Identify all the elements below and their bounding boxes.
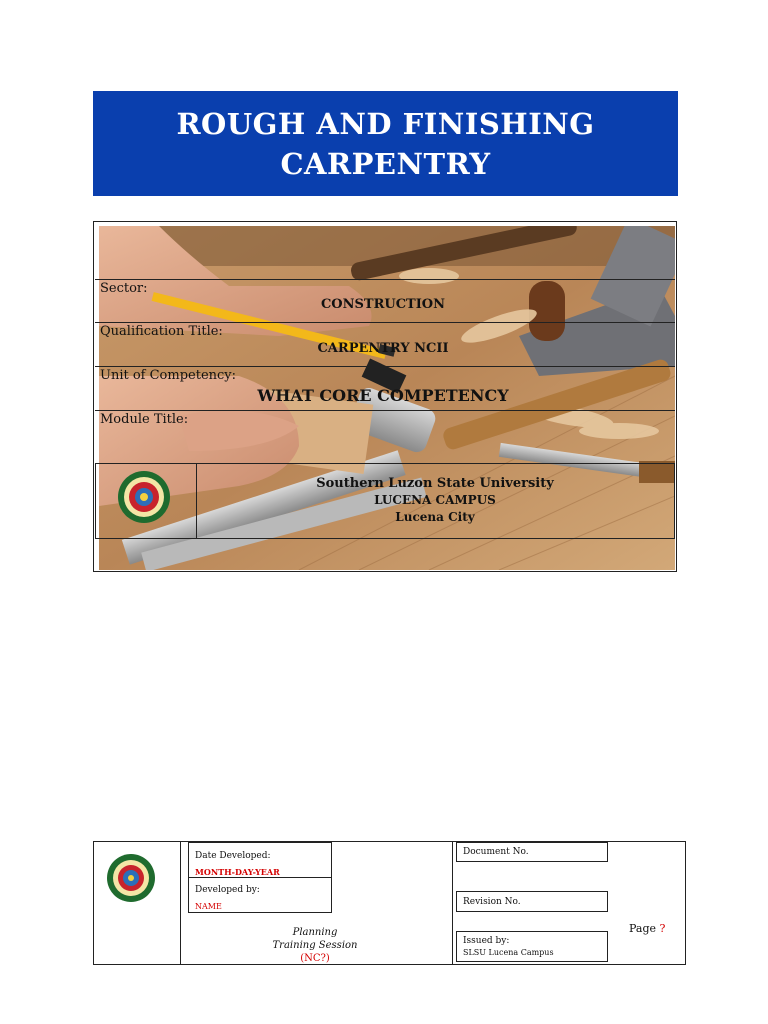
- slsu-seal-icon: [117, 470, 171, 524]
- date-developed-label: Date Developed:: [195, 851, 271, 861]
- document-no-box: [456, 842, 608, 862]
- issued-by-box: [456, 931, 608, 962]
- page-label: Page: [629, 922, 657, 935]
- qualification-value: CARPENTRY NCII: [317, 341, 449, 356]
- unit-label: Unit of Competency:: [100, 368, 237, 383]
- row-divider: [95, 410, 675, 411]
- unit-value: WHAT CORE COMPETENCY: [257, 386, 509, 405]
- developed-by-value: NAME: [195, 902, 222, 911]
- row-divider: [95, 322, 675, 323]
- footer-divider: [180, 841, 181, 965]
- title-line-2: CARPENTRY: [280, 146, 491, 181]
- institution-campus: LUCENA CAMPUS: [374, 493, 496, 507]
- footer-divider: [452, 841, 453, 965]
- document-title: [176, 104, 594, 184]
- title-line-1: ROUGH AND FINISHING: [176, 106, 595, 141]
- revision-no-label: Revision No.: [463, 897, 521, 907]
- session-info: [250, 926, 380, 965]
- sector-label: Sector:: [100, 281, 148, 296]
- row-divider: [95, 279, 675, 280]
- document-no-label: Document No.: [463, 847, 529, 857]
- session-line-1: Planning: [292, 927, 338, 938]
- page-value: ?: [659, 922, 666, 935]
- title-banner: [93, 91, 678, 196]
- institution-name: Southern Luzon State University: [316, 476, 554, 491]
- session-line-2: Training Session: [272, 940, 358, 951]
- page-indicator: [629, 922, 665, 935]
- date-developed-value: MONTH-DAY-YEAR: [195, 867, 280, 877]
- developed-by-label: Developed by:: [195, 885, 260, 895]
- module-label: Module Title:: [100, 412, 189, 427]
- issued-by-label: Issued by:: [463, 936, 510, 946]
- date-developed-box: [188, 842, 332, 878]
- qualification-label: Qualification Title:: [100, 324, 223, 339]
- logo-cell: [95, 463, 197, 539]
- developed-by-box: [188, 877, 332, 913]
- issued-by-value: SLSU Lucena Campus: [463, 948, 554, 957]
- row-divider: [95, 366, 675, 367]
- sector-value: CONSTRUCTION: [320, 297, 446, 312]
- session-line-3: (NC?): [300, 953, 330, 964]
- slsu-seal-icon: [106, 850, 156, 906]
- revision-no-box: [456, 891, 608, 912]
- institution-city: Lucena City: [395, 510, 475, 524]
